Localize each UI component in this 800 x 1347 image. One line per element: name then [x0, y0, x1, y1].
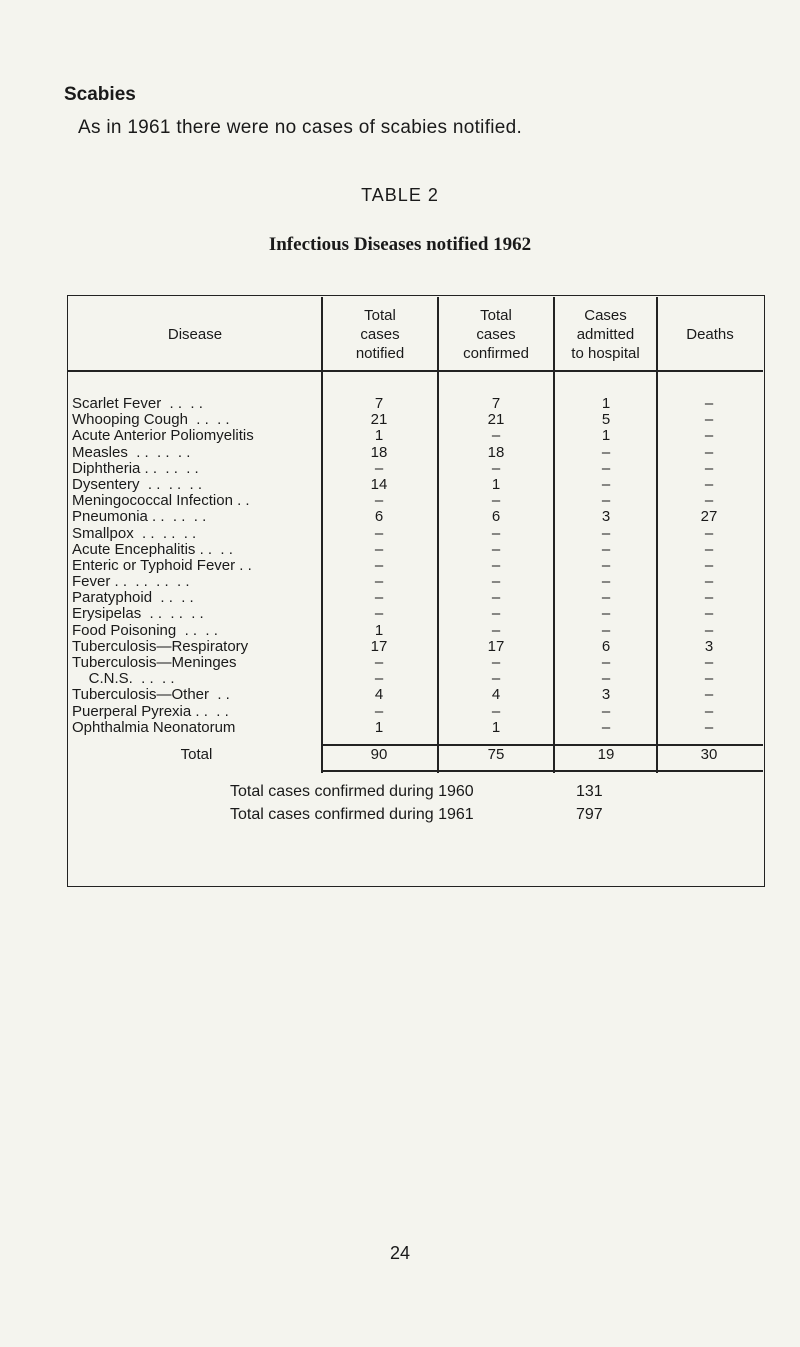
deaths-cell: 3 [704, 637, 714, 655]
deaths-cell: – [704, 589, 714, 607]
header-confirmed [439, 306, 553, 363]
header-disease [69, 316, 321, 344]
total-rule-bottom [321, 770, 763, 772]
notified-cell: 18 [370, 443, 388, 461]
deaths-cell: – [704, 411, 714, 429]
section-heading: Scabies [64, 84, 136, 105]
hospital-cell: – [601, 573, 611, 591]
disease-cell: Meningococcal Infection . . [72, 492, 250, 510]
summary-text: Total cases confirmed during 1961 [230, 806, 474, 823]
table-row [72, 509, 760, 525]
confirmed-cell: – [491, 459, 501, 477]
table-row [72, 671, 760, 687]
confirmed-cell: 7 [491, 395, 501, 412]
disease-cell: Scarlet Fever . . . . [72, 395, 203, 412]
confirmed-cell: – [491, 670, 501, 688]
confirmed-cell: – [491, 605, 501, 623]
deaths-cell: – [704, 686, 714, 704]
table-row [72, 655, 760, 671]
header-text: cases [476, 326, 516, 343]
hospital-cell: – [601, 556, 611, 574]
table-row [72, 558, 760, 574]
notified-cell: 17 [370, 637, 388, 655]
disease-cell: Food Poisoning . . . . [72, 621, 218, 639]
confirmed-cell: – [491, 427, 501, 445]
table-row [72, 687, 760, 703]
hospital-cell: – [601, 524, 611, 542]
disease-cell: C.N.S. . . . . [72, 670, 175, 688]
disease-cell: Whooping Cough . . . . [72, 411, 230, 429]
deaths-cell: – [704, 395, 714, 412]
header-disease-text: Disease [167, 326, 223, 343]
confirmed-cell: 21 [487, 411, 505, 429]
confirmed-cell: 18 [487, 443, 505, 461]
deaths-cell: – [704, 492, 714, 510]
disease-cell: Tuberculosis—Respiratory [72, 637, 249, 655]
table-row [72, 477, 760, 493]
header-text: cases [360, 326, 400, 343]
header-deaths-text: Deaths [686, 326, 734, 343]
table-row [72, 445, 760, 461]
total-confirmed: 75 [487, 746, 505, 763]
confirmed-cell: – [491, 573, 501, 591]
hospital-cell: 1 [601, 427, 611, 445]
header-text: confirmed [463, 345, 529, 362]
header-text: Cases [584, 307, 627, 324]
table-row [72, 574, 760, 590]
header-text: to hospital [571, 345, 640, 362]
confirmed-cell: 4 [491, 686, 501, 704]
hospital-cell: – [601, 492, 611, 510]
table-row [72, 606, 760, 622]
deaths-cell: – [704, 475, 714, 493]
total-deaths: 30 [700, 746, 718, 763]
header-text: Total [364, 307, 396, 324]
confirmed-cell: 1 [491, 475, 501, 493]
table-row [72, 590, 760, 606]
deaths-cell: – [704, 459, 714, 477]
notified-cell: – [374, 605, 384, 623]
hospital-cell: – [601, 702, 611, 720]
notified-cell: – [374, 670, 384, 688]
table-row [72, 623, 760, 639]
disease-cell: Smallpox . . . . . . [72, 524, 197, 542]
deaths-cell: – [704, 621, 714, 639]
disease-cell: Fever . . . . . . . . [72, 573, 190, 591]
table-row [72, 526, 760, 542]
hospital-cell: 3 [601, 508, 611, 526]
table-row [72, 396, 760, 412]
table-row [72, 428, 760, 444]
hospital-cell: 3 [601, 686, 611, 704]
table-row [72, 461, 760, 477]
disease-cell: Enteric or Typhoid Fever . . [72, 556, 252, 574]
notified-cell: – [374, 459, 384, 477]
notified-cell: – [374, 524, 384, 542]
deaths-cell: – [704, 556, 714, 574]
deaths-cell: – [704, 654, 714, 671]
notified-cell: 1 [374, 621, 384, 639]
disease-cell: Tuberculosis—Meninges [72, 654, 237, 671]
disease-cell: Tuberculosis—Other . . [72, 686, 230, 704]
notified-cell: – [374, 573, 384, 591]
header-rule [67, 370, 763, 372]
summary-value: 797 [576, 806, 603, 823]
disease-cell: Paratyphoid . . . . [72, 589, 194, 607]
deaths-cell: 27 [700, 508, 718, 526]
summary-value: 131 [576, 783, 603, 800]
total-notified: 90 [370, 746, 388, 763]
confirmed-cell: – [491, 492, 501, 510]
notified-cell: 21 [370, 411, 388, 429]
deaths-cell: – [704, 605, 714, 623]
deaths-cell: – [704, 443, 714, 461]
hospital-cell: – [601, 443, 611, 461]
page-number: 24 [389, 1243, 411, 1263]
deaths-cell: – [704, 427, 714, 445]
disease-cell: Acute Anterior Poliomyelitis [72, 427, 254, 445]
header-deaths [658, 325, 762, 344]
hospital-cell: 6 [601, 637, 611, 655]
deaths-cell: – [704, 573, 714, 591]
table-caption: Infectious Diseases notified 1962 [268, 234, 532, 255]
header-hospital [555, 306, 656, 363]
confirmed-cell: 1 [491, 718, 501, 736]
header-text: admitted [576, 326, 635, 343]
header-text: notified [355, 345, 405, 362]
confirmed-cell: – [491, 524, 501, 542]
table-label: TABLE 2 [361, 185, 439, 205]
confirmed-cell: 6 [491, 508, 501, 526]
table-body [72, 396, 760, 736]
hospital-cell: 1 [601, 395, 611, 412]
hospital-cell: 5 [601, 411, 611, 429]
summary-text: Total cases confirmed during 1960 [230, 783, 474, 800]
section-text: As in 1961 there were no cases of scabies notified. [78, 117, 523, 138]
notified-cell: – [374, 556, 384, 574]
hospital-cell: – [601, 475, 611, 493]
deaths-cell: – [704, 670, 714, 688]
hospital-cell: – [601, 654, 611, 671]
deaths-cell: – [704, 540, 714, 558]
notified-cell: – [374, 589, 384, 607]
notified-cell: 6 [374, 508, 384, 526]
total-row [72, 746, 760, 766]
hospital-cell: – [601, 670, 611, 688]
deaths-cell: – [704, 702, 714, 720]
hospital-cell: – [601, 589, 611, 607]
confirmed-cell: – [491, 621, 501, 639]
notified-cell: – [374, 702, 384, 720]
notified-cell: 14 [370, 475, 388, 493]
header-text: Total [480, 307, 512, 324]
hospital-cell: – [601, 459, 611, 477]
hospital-cell: – [601, 540, 611, 558]
table-row [72, 542, 760, 558]
disease-cell: Ophthalmia Neonatorum [72, 718, 236, 736]
table-row [72, 704, 760, 720]
disease-cell: Dysentery . . . . . . [72, 475, 203, 493]
disease-cell: Puerperal Pyrexia . . . . [72, 702, 229, 720]
table-row [72, 412, 760, 428]
confirmed-cell: – [491, 540, 501, 558]
disease-cell: Erysipelas . . . . . . [72, 605, 204, 623]
disease-cell: Measles . . . . . . [72, 443, 191, 461]
total-label: Total [180, 746, 213, 763]
confirmed-cell: – [491, 589, 501, 607]
notified-cell: 1 [374, 427, 384, 445]
notified-cell: – [374, 492, 384, 510]
total-hospital: 19 [597, 746, 615, 763]
confirmed-cell: 17 [487, 637, 505, 655]
disease-cell: Diphtheria . . . . . . [72, 459, 199, 477]
confirmed-cell: – [491, 702, 501, 720]
notified-cell: 7 [374, 395, 384, 412]
deaths-cell: – [704, 718, 714, 736]
notified-cell: – [374, 540, 384, 558]
disease-cell: Acute Encephalitis . . . . [72, 540, 233, 558]
notified-cell: 1 [374, 718, 384, 736]
hospital-cell: – [601, 718, 611, 736]
disease-cell: Pneumonia . . . . . . [72, 508, 207, 526]
hospital-cell: – [601, 605, 611, 623]
confirmed-cell: – [491, 556, 501, 574]
notified-cell: 4 [374, 686, 384, 704]
table-row [72, 720, 760, 736]
notified-cell: – [374, 654, 384, 671]
confirmed-cell: – [491, 654, 501, 671]
deaths-cell: – [704, 524, 714, 542]
table-row [72, 639, 760, 655]
table-row [72, 493, 760, 509]
hospital-cell: – [601, 621, 611, 639]
header-notified [323, 306, 437, 363]
